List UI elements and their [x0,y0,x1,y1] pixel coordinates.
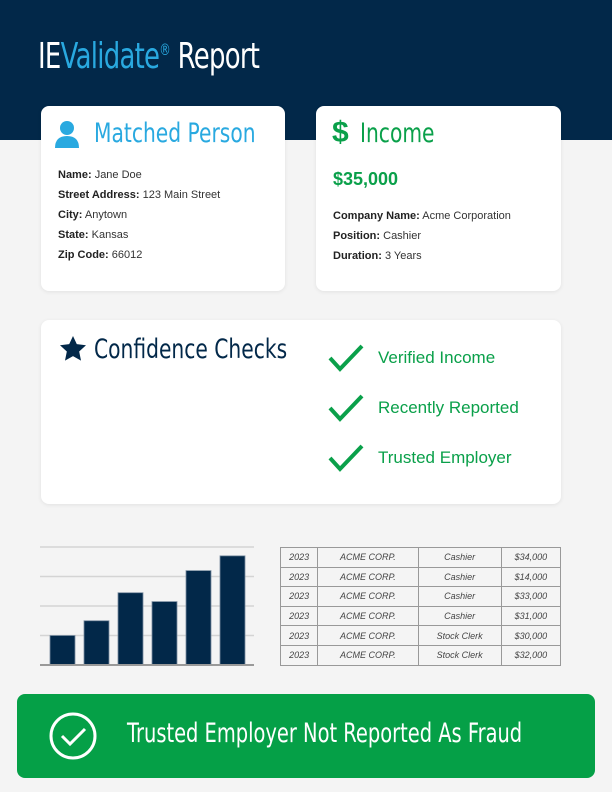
table-cell: $30,000 [501,626,560,646]
info-value: Kansas [91,229,129,241]
table-cell: 2023 [281,587,318,607]
brand-validate: Validate [60,36,160,77]
info-label: Duration: [333,250,382,262]
table-row [281,567,561,587]
table-cell: ACME CORP. [318,548,418,568]
info-value: Acme Corporation [422,210,511,222]
confidence-title: Confidence Checks [94,334,288,365]
confidence-check-item [328,443,512,473]
table-cell: Cashier [418,567,501,587]
table-cell: ACME CORP. [318,626,418,646]
bar [152,602,177,665]
info-row [333,230,511,242]
table-cell: Cashier [418,548,501,568]
info-label: City: [58,209,83,221]
brand-report: Report [177,36,260,77]
employment-table [280,547,561,666]
info-value: 123 Main Street [142,189,221,201]
matched-person-card [41,106,285,291]
info-value: Cashier [383,230,422,242]
fraud-status-banner [17,694,595,778]
info-value: Anytown [84,209,128,221]
bar [118,593,143,665]
table-cell: ACME CORP. [318,645,418,665]
table-row [281,626,561,646]
table-cell: 2023 [281,626,318,646]
bar [50,636,75,666]
info-label: Position: [333,230,381,242]
info-value: 3 Years [384,250,422,262]
income-card [316,106,561,291]
table-cell: 2023 [281,606,318,626]
table-cell: 2023 [281,567,318,587]
info-label: Zip Code: [58,249,109,261]
table-row [281,645,561,665]
info-value: Jane Doe [94,169,142,181]
dollar-icon: $ [332,116,349,149]
table-cell: $33,000 [501,587,560,607]
bar [84,621,109,665]
check-label: Trusted Employer [378,448,512,467]
table-cell: $32,000 [501,645,560,665]
checkmark-icon [328,393,364,423]
confidence-check-item [328,343,495,373]
check-label: Recently Reported [378,398,519,417]
confidence-check-item [328,393,519,423]
registered-mark: ® [159,40,171,59]
bar [186,571,211,665]
checkmark-icon [328,343,364,373]
bar [220,556,245,665]
info-label: Street Address: [58,189,140,201]
banner-text: Trusted Employer Not Reported As Fraud [127,718,523,749]
info-row [58,209,220,221]
info-row [333,250,511,262]
info-row [58,249,220,261]
matched-person-title: Matched Person [94,118,256,149]
income-amount: $35,000 [333,169,399,189]
table-cell: $14,000 [501,567,560,587]
brand-ie: IE [38,36,61,77]
table-cell: Cashier [418,587,501,607]
check-label: Verified Income [378,348,496,367]
table-cell: $34,000 [501,548,560,568]
table-row [281,548,561,568]
info-label: Company Name: [333,210,420,222]
star-icon [60,336,86,361]
report-title [38,36,259,77]
table-cell: 2023 [281,645,318,665]
table-row [281,606,561,626]
info-row [58,169,220,181]
table-cell: ACME CORP. [318,606,418,626]
table-cell: ACME CORP. [318,567,418,587]
income-title: Income [360,118,435,149]
table-cell: Stock Clerk [418,626,501,646]
table-cell: 2023 [281,548,318,568]
table-row [281,587,561,607]
person-icon [55,120,79,148]
table-cell: Cashier [418,606,501,626]
info-label: Name: [58,169,92,181]
check-circle-icon [48,711,98,761]
table-cell: Stock Clerk [418,645,501,665]
bar-chart [38,540,256,670]
checkmark-icon [328,443,364,473]
info-value: 66012 [111,249,143,261]
table-cell: $31,000 [501,606,560,626]
info-row [58,229,220,241]
info-row [333,210,511,222]
info-label: State: [58,229,89,241]
info-row [58,189,220,201]
table-cell: ACME CORP. [318,587,418,607]
